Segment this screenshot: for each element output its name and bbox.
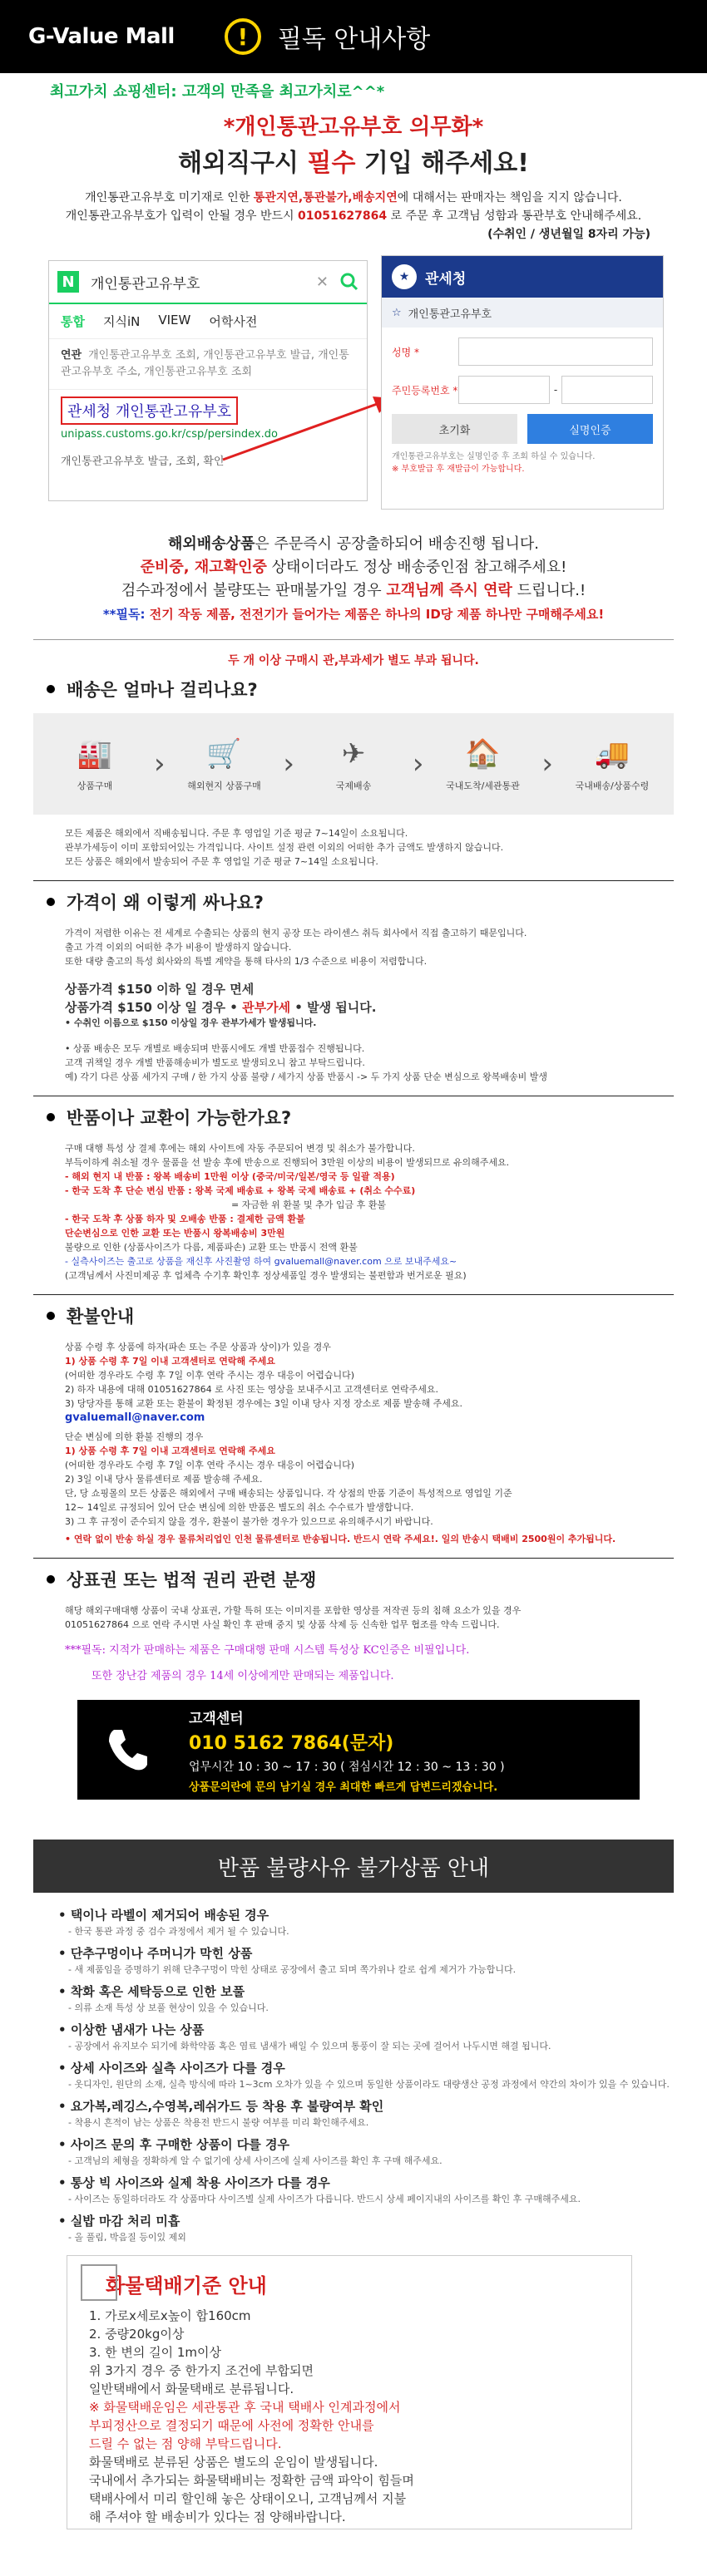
freight-line: 3. 한 변의 길이 1m이상 xyxy=(89,2345,221,2360)
duty-note: • 수취인 이름으로 $150 이상일 경우 관부가세가 발생됩니다. xyxy=(65,1017,317,1028)
naver-search-query: 개인통관고유부호 xyxy=(91,275,200,293)
main-title xyxy=(0,142,707,179)
freight-line: 드릴 수 없는 점 양해 부탁드립니다. xyxy=(89,2436,282,2451)
customs-org: 관세청 xyxy=(425,270,467,288)
cs-info xyxy=(189,1707,505,1794)
phone-number: 01051627864 xyxy=(297,209,388,223)
header-bar xyxy=(0,0,707,73)
cs-tip: 상품문의란에 문의 남기실 경우 최대한 빠르게 답변드리겠습니다. xyxy=(189,1781,498,1794)
duty-line: 상품가격 $150 이하 일 경우 면세 xyxy=(65,982,255,997)
warn-red: 전기 작동 제품, 전전기가 들어가는 제품은 하나의 ID당 제품 하나만 구매해주세요! xyxy=(145,607,605,622)
return-line: - 한국 도착 후 상품 하자 및 오배송 반품 : 결제한 금액 환불 xyxy=(65,1214,305,1224)
screenshot-examples xyxy=(0,250,707,525)
reason-desc: - 착용시 흔적이 남는 상품은 착용전 반드시 불량 여부를 미리 확인해주세요. xyxy=(68,2117,369,2128)
price-notes xyxy=(65,1042,707,1084)
customs-note xyxy=(382,444,663,482)
section-refund xyxy=(47,1303,707,1328)
reject-reasons xyxy=(58,1906,707,2244)
pointer-arrow-icon xyxy=(216,392,399,466)
reason-item xyxy=(58,2135,707,2167)
customs-result-link: 관세청 개인통관고유부호 xyxy=(61,396,238,425)
section-return xyxy=(47,1105,707,1130)
name-row xyxy=(392,337,653,366)
reason-item xyxy=(58,2021,707,2052)
customs-result-desc: 개인통관고유부호 발급, 조회, 확인 xyxy=(61,456,225,468)
freight-title: 화물택배기준 안내 xyxy=(106,2274,267,2298)
reason-item xyxy=(58,2174,707,2205)
mid-text: 상태이더라도 정상 배송중인점 참고해주세요! xyxy=(266,559,567,576)
section-price xyxy=(47,889,707,914)
price-note: • 상품 배송은 모두 개별로 배송되며 반품시에도 개별 반품접수 진행됩니다. xyxy=(65,1043,365,1054)
customs-note-1: 개인통관고유부호는 실명인증 후 조회 하실 수 있습니다. xyxy=(392,452,596,461)
reg-label: 주민등록번호 * xyxy=(392,384,458,396)
step-label: 상품구매 xyxy=(77,781,113,791)
warehouse-icon: 🏠 xyxy=(465,737,501,771)
notice-text: 개인통관고유부호 미기재로 인한 xyxy=(85,191,254,204)
step-label: 해외현지 상품구매 xyxy=(187,781,261,791)
divider xyxy=(33,1558,674,1559)
refund-line: (어떠한 경우라도 수령 후 7일 이후 연락 주시는 경우 대응이 어렵습니다) xyxy=(65,1370,355,1381)
naver-logo-icon: N xyxy=(57,271,79,293)
phone-icon xyxy=(102,1725,152,1775)
freight-lines xyxy=(89,2307,610,2526)
divider xyxy=(33,639,674,640)
reg-row: 주민등록번호 * - xyxy=(392,376,653,404)
mid-red: 고객님께 즉시 연락 xyxy=(386,582,512,599)
reason-title: • 단추구멍이나 주머니가 막힌 상품 xyxy=(58,1944,707,1962)
freight-line: 국내에서 추가되는 화물택배비는 정확한 금액 파악이 힘들며 xyxy=(89,2473,414,2488)
refund-line: 상품 수령 후 상품에 하자(파손 또는 주문 상품과 상이)가 있을 경우 xyxy=(65,1342,331,1352)
bullet-icon xyxy=(47,685,55,693)
customer-center-box xyxy=(77,1700,640,1800)
duty-red: 관부가세 xyxy=(242,1000,291,1015)
freight-line: 1. 가로x세로x높이 합160cm xyxy=(89,2308,251,2323)
related-text: 개인통관고유부호 조회, 개인통관고유부호 발급, 개인통관고유부호 주소, 개인통관고유부호 조회 xyxy=(61,349,349,378)
tab-view: VIEW xyxy=(158,313,191,328)
refund-line: 3) 당당자를 통해 교환 또는 환불이 확정된 경우에는 3일 이내 당사 지정 장소로 제품 발송해 주세요. xyxy=(65,1398,463,1409)
tagline: 최고가치 쇼핑센터: 고객의 만족을 최고가치로^^* xyxy=(50,83,385,101)
notice-text: 로 주문 후 고객님 성함과 통관부호 안내해주세요. xyxy=(387,209,642,223)
bullet-icon xyxy=(47,898,55,906)
related-label: 연관 xyxy=(61,349,82,362)
page-title: 필독 안내사항 xyxy=(277,25,431,54)
customs-form xyxy=(382,328,663,404)
shipping-line: 관부가세등이 이미 포함되어있는 가격입니다. 사이트 설정 관련 이외의 어떠한 추가 금액도 발생하지 않습니다. xyxy=(65,842,504,853)
section-title: 반품이나 교환이 가능한가요? xyxy=(67,1108,292,1128)
ip-warn: ***필독: 지적가 판매하는 제품은 구매대행 판매 시스템 특성상 KC인증은 비필입니다. xyxy=(65,1644,470,1657)
section-title: 상표권 또는 법적 권리 관련 분쟁 xyxy=(67,1570,317,1590)
price-note: 예) 각기 다른 상품 세가지 구매 / 한 가지 상품 불량 / 세가지 상품 반품시 -> 두 가지 상품 단순 변심으로 왕복배송비 발생 xyxy=(65,1071,547,1082)
price-text xyxy=(65,926,707,968)
ip-warn-2: 또한 장난감 제품의 경우 14세 이상에게만 판매되는 제품입니다. xyxy=(91,1670,394,1682)
step-item xyxy=(572,736,652,792)
reason-title: • 사이즈 문의 후 구매한 상품이 다를 경우 xyxy=(58,2135,707,2153)
reason-desc: - 옷디자인, 원단의 소재, 실측 방식에 따라 1~3cm 오차가 있을 수 있으며 동일한 상품이라도 대량생산 공정 과정에서 약간의 차이가 있을 수 있습니다. xyxy=(68,2079,670,2090)
customs-notice-title: *개인통관고유부호 의무화* xyxy=(223,115,484,140)
reason-title: • 이상한 냄새가 나는 상품 xyxy=(58,2021,707,2038)
factory-icon: 🏭 xyxy=(77,737,113,771)
freight-line: 위 3가지 경우 중 한가지 조건에 부합되면 xyxy=(89,2363,314,2378)
reason-title: • 실밥 마감 처리 미흡 xyxy=(58,2212,707,2229)
freight-line: 부피정산으로 결정되기 때문에 사전에 정확한 안내를 xyxy=(89,2418,374,2433)
reason-title: • 착화 혹은 세탁등으로 인한 보풀 xyxy=(58,1982,707,2000)
return-line: 부득이하게 취소될 경우 물품을 선 발송 후에 반송으로 진행되어 3만원 이상의 비용이 발생되므로 유의해주세요. xyxy=(65,1157,510,1168)
ip-text xyxy=(65,1603,707,1632)
refund-text xyxy=(65,1340,707,1546)
return-reject-banner: 반품 불량사유 불가상품 안내 xyxy=(33,1840,674,1893)
section-title: 배송은 얼마나 걸리나요? xyxy=(67,680,258,700)
notice-red: 통관지연,통관불가,배송지연 xyxy=(253,191,398,204)
divider xyxy=(33,1294,674,1295)
name-input xyxy=(458,337,653,366)
refund-line: (어떠한 경우라도 수령 후 7일 이후 연락 주시는 경우 대응이 어렵습니다) xyxy=(65,1460,355,1470)
freight-line: 해 주셔야 할 배송비가 있다는 점 양해바랍니다. xyxy=(89,2510,346,2524)
mid-text: 드립니다.! xyxy=(512,582,586,599)
freight-line: 2. 중량20kg이상 xyxy=(89,2327,185,2342)
truck-icon: 🚚 xyxy=(594,737,630,771)
return-line: - 해외 현지 내 반품 : 왕복 배송비 1만원 이상 (중국/미국/일본/영국 등 일괄 적용) xyxy=(65,1171,395,1182)
step-item xyxy=(314,736,393,792)
step-label: 국내배송/상품수령 xyxy=(575,781,650,791)
reason-item xyxy=(58,2097,707,2129)
chevron-right-icon: › xyxy=(412,747,424,781)
divider xyxy=(33,880,674,881)
bullet-icon xyxy=(47,1113,55,1121)
refund-email: gvaluemall@naver.com xyxy=(65,1411,205,1424)
return-line: 단순변심으로 인한 교환 또는 반품시 왕복배송비 3만원 xyxy=(65,1228,285,1239)
freight-delivery-guide xyxy=(67,2255,632,2529)
return-text xyxy=(65,1141,707,1283)
reason-title: • 택이나 라벨이 제거되어 배송된 경우 xyxy=(58,1906,707,1923)
cs-hours: 업무시간 10 : 30 ~ 17 : 30 ( 점심시간 12 : 30 ~ 13 : 30 ) xyxy=(189,1760,505,1774)
bullet-icon xyxy=(47,1312,55,1320)
customs-seal-icon: ★ xyxy=(392,264,417,289)
step-item xyxy=(55,736,135,792)
price-note: 고객 귀책일 경우 개별 반품해송비가 별도로 발생되오니 참고 부탁드립니다. xyxy=(65,1057,365,1068)
refund-line: 1) 상품 수령 후 7일 이내 고객센터로 연락해 주세요 xyxy=(65,1356,275,1367)
overseas-shipping-notice xyxy=(0,533,707,626)
ip-line: 01051627864 으로 연락 주시면 사실 확인 후 판매 중지 및 상품 삭제 등 신속한 업무 협조를 약속 드립니다. xyxy=(65,1619,500,1630)
customs-result-url: unipass.customs.go.kr/csp/persindex.do xyxy=(61,428,278,441)
freight-line: 일반택배에서 화물택배로 분류됩니다. xyxy=(89,2381,294,2396)
freight-line: ※ 화물택배운임은 세관통관 후 국내 택배사 인계과정에서 xyxy=(89,2400,401,2415)
customs-notice xyxy=(0,189,707,244)
reason-item xyxy=(58,2212,707,2244)
main-title-post: 기입 해주세요! xyxy=(355,149,529,178)
refund-line: 12~ 14일로 규정되어 있어 단순 변심에 의한 반품은 별도의 취소 수수료가 발생합니다. xyxy=(65,1502,414,1513)
alert-icon: ! xyxy=(225,18,261,55)
reason-desc: - 의류 소재 특성 상 보풀 현상이 있을 수 있습니다. xyxy=(68,2002,269,2013)
section-ip xyxy=(47,1567,707,1592)
main-title-emph: 필수 xyxy=(307,149,356,178)
reason-item xyxy=(58,1906,707,1938)
step-item xyxy=(442,736,522,792)
naver-search-bar xyxy=(49,261,367,304)
box-icon xyxy=(81,2264,117,2301)
customs-header xyxy=(382,256,663,298)
customs-site-screenshot xyxy=(381,255,664,510)
price-duty xyxy=(65,980,707,1030)
reason-item xyxy=(58,1944,707,1976)
customs-note-2: ※ 부호발급 후 재발급이 가능합니다. xyxy=(392,465,525,474)
reset-button: 초기화 xyxy=(392,414,517,444)
chevron-right-icon: › xyxy=(153,747,166,781)
search-icon xyxy=(340,273,358,291)
reason-title: • 요가복,레깅스,수영복,레쉬가드 등 착용 후 불량여부 확인 xyxy=(58,2097,707,2115)
return-line: - 한국 도착 후 단순 변심 반품 : 왕복 국제 배송료 + 왕복 국제 배송료 + (취소 수수료) xyxy=(65,1185,416,1196)
tab-dict: 어학사전 xyxy=(209,314,258,329)
cs-title: 고객센터 xyxy=(189,1710,244,1727)
customs-bar-label: 개인통관고유부호 xyxy=(408,308,492,321)
reason-desc: - 올 풀림, 박음질 등이있 제외 xyxy=(68,2232,186,2243)
mid-text: 은 주문즉시 공장출하되어 배송진행 됩니다. xyxy=(255,535,539,553)
reg-input-2 xyxy=(561,376,653,404)
refund-line: 2) 3일 이내 당사 물류센터로 제품 발송해 주세요. xyxy=(65,1474,263,1485)
customs-breadcrumb xyxy=(382,298,663,328)
reason-title: • 상세 사이즈와 실측 사이즈가 다를 경우 xyxy=(58,2059,707,2076)
freight-line: 택배사에서 미리 할인해 놓은 상태이오니, 고객님께서 지불 xyxy=(89,2491,407,2506)
duty-line: 상품가격 $150 이상 일 경우 • xyxy=(65,1000,243,1015)
reason-desc: - 새 제품임을 증명하기 위해 단추구멍이 막힌 상태로 공장에서 출고 되며 쪽가위나 칼로 쉽게 제거가 가능합니다. xyxy=(68,1964,517,1975)
return-line: - 실측사이즈는 출고로 상품을 재신후 사진촬영 하여 gvaluemall@naver.com 으로 보내주세요~ xyxy=(65,1256,457,1267)
plane-icon: ✈ xyxy=(341,737,366,771)
cs-phone[interactable]: 010 5162 7864(문자) xyxy=(189,1732,394,1754)
mid-bold: 해외배송상품 xyxy=(168,535,255,553)
step-label: 국제배송 xyxy=(335,781,372,791)
shipping-line: 모든 제품은 해외에서 직배송됩니다. 주문 후 영업일 기준 평균 7~14일이 소요됩니다. xyxy=(65,828,408,839)
tab-all: 통합 xyxy=(61,314,85,329)
reason-desc: - 공장에서 유지보수 되기에 화학약품 혹은 염료 냄새가 배일 수 있으며 통풍이 잘 되는 곳에 걸어서 나두시면 해결 됩니다. xyxy=(68,2041,551,2051)
reason-item xyxy=(58,2059,707,2091)
refund-line: 3) 그 후 규정이 준수되지 않을 경우, 환불이 불가한 경우가 있으므로 유의해주시기 바랍니다. xyxy=(65,1516,433,1527)
mid-red: 준비중, 재고확인중 xyxy=(140,559,267,576)
price-line: 출고 가격 이외의 어떠한 추가 비용이 발생하지 않습니다. xyxy=(65,942,292,953)
shipping-text xyxy=(65,826,707,869)
tax-notice: 두 개 이상 구매시 관,부과세가 별도 부과 됩니다. xyxy=(228,654,479,667)
cart-icon: 🛒 xyxy=(206,737,242,771)
reason-desc: - 고객님의 체형을 정확하게 알 수 없기에 상세 사이즈에 실제 사이즈를 확인 후 구매 해주세요. xyxy=(68,2155,442,2166)
shipping-line: 모든 상품은 해외에서 발송되어 주문 후 영업일 기준 평균 7~14일 소요됩니다. xyxy=(65,856,378,867)
close-icon: ✕ xyxy=(315,273,329,291)
chevron-right-icon: › xyxy=(283,747,295,781)
price-line: 가격이 저렴한 이유는 전 세계로 수출되는 상품의 현지 공장 또는 라이센스 취득 회사에서 직접 출고하기 때문입니다. xyxy=(65,928,527,938)
notice-text: 개인통관고유부호가 입력이 안될 경우 반드시 xyxy=(65,209,298,223)
brand-logo[interactable]: G-Value Mall xyxy=(28,24,175,49)
refund-line: 1) 상품 수령 후 7일 이내 고객센터로 연락해 주세요 xyxy=(65,1446,275,1456)
return-line: 불량으로 인한 (상품사이즈가 다름, 제품파손) 교환 또는 반품시 전액 환불 xyxy=(65,1242,358,1253)
section-title: 환불안내 xyxy=(67,1307,135,1327)
refund-line: 단순 변심에 의한 환불 진행의 경우 xyxy=(65,1431,204,1442)
refund-line: 2) 하자 내용에 대해 01051627864 로 사진 또는 영상을 보내주시고 고객센터로 연락주세요. xyxy=(65,1384,439,1395)
refund-line: 단, 당 쇼핑몰의 모든 상품은 해외에서 구매 배송되는 상품입니다. 각 상점의 반품 기준이 특성적으로 영업일 기준 xyxy=(65,1488,512,1499)
reason-desc: - 사이즈는 동일하더라도 각 상품마다 사이즈별 실제 사이즈가 다릅니다. 반드시 상세 페이지내의 사이즈를 확인 후 구매해주세요. xyxy=(68,2194,581,2204)
reg-input-1 xyxy=(458,376,550,404)
reason-title: • 통상 빅 사이즈와 실제 착용 사이즈가 다를 경우 xyxy=(58,2174,707,2191)
main-title-pre: 해외직구시 xyxy=(178,149,308,178)
tab-kin: 지식iN xyxy=(102,314,141,329)
step-label: 국내도착/세관통관 xyxy=(446,781,520,791)
freight-line: 화물택배로 분류된 상품은 별도의 운임이 발생됩니다. xyxy=(89,2455,378,2470)
customs-buttons xyxy=(382,414,663,444)
return-line: 구매 대행 특성 상 결제 후에는 해외 사이트에 자동 주문되어 변경 및 취소가 불가합니다. xyxy=(65,1143,415,1154)
star-icon: ☆ xyxy=(392,306,402,319)
warn-blue: **필독: xyxy=(102,607,146,622)
name-label: 성명 * xyxy=(392,346,419,358)
return-line: (고객님께서 사진미제공 후 업체측 수기후 확인후 정상세품일 경우 발생되는 불편함과 번거로운 필요) xyxy=(65,1270,467,1281)
auth-button: 실명인증 xyxy=(527,414,653,444)
naver-tabs xyxy=(49,304,367,339)
notice-text: 에 대해서는 판매자는 책임을 지지 않습니다. xyxy=(397,191,622,204)
refund-warn: • 연락 없이 반송 하실 경우 물류처리업인 인천 물류센터로 반송됩니다. 반드시 연락 주세요!. 일의 반송시 택배비 2500원이 추가됩니다. xyxy=(65,1534,616,1544)
ip-line: 해당 해외구매대행 상품이 국내 상표권, 가할 특허 또는 이미지를 포함한 영상를 저작권 등의 침해 요소가 있을 경우 xyxy=(65,1605,522,1616)
return-line: = 자금한 위 환불 및 추가 입금 후 환불 xyxy=(231,1199,386,1210)
reason-item xyxy=(58,1982,707,2014)
notice-bold: (수취인 / 생년월일 8자리 가능) xyxy=(487,228,650,241)
reason-desc: - 한국 통관 과정 중 검수 과정에서 제거 될 수 있습니다. xyxy=(68,1926,289,1937)
mid-text: 검수과정에서 불량또는 판매불가일 경우 xyxy=(121,582,387,599)
price-line: 또한 대량 출고의 특성 회사와의 특별 계약을 통해 타사의 1/3 수준으로 비용이 저렴합니다. xyxy=(65,956,428,967)
section-shipping xyxy=(47,677,707,702)
bullet-icon xyxy=(47,1575,55,1584)
chevron-right-icon: › xyxy=(541,747,553,781)
duty-line: • 발생 됩니다. xyxy=(290,1000,377,1015)
naver-related xyxy=(49,339,367,390)
step-item xyxy=(184,736,264,792)
section-title: 가격이 왜 이렇게 싸나요? xyxy=(67,893,264,913)
shipping-steps xyxy=(33,713,674,815)
